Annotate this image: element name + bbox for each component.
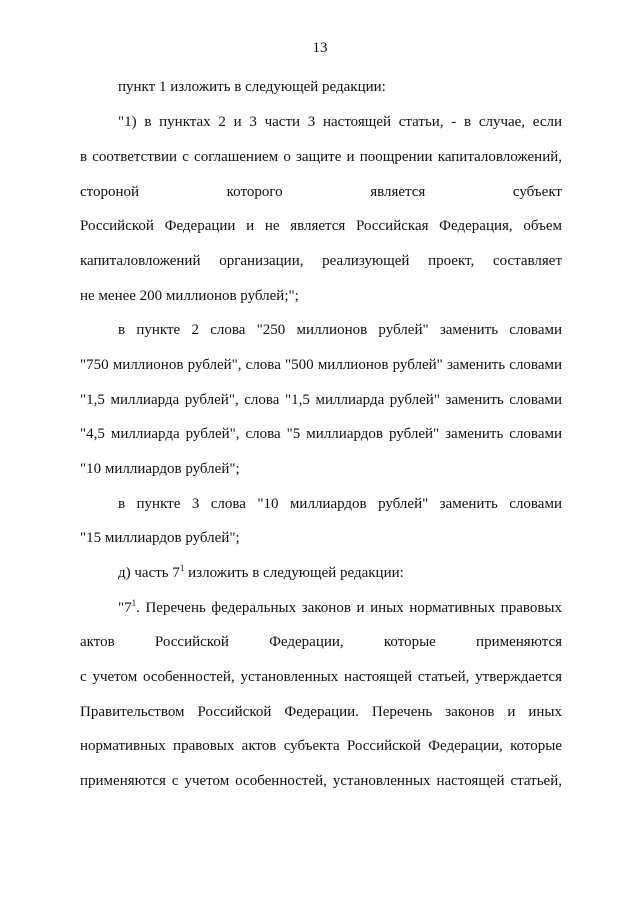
text-fragment: д) часть 7 bbox=[118, 565, 180, 581]
text-line: пункт 1 изложить в следующей редакции: bbox=[118, 79, 386, 95]
text-line: "10 миллиардов рублей"; bbox=[80, 461, 240, 477]
text-line: в пункте 2 слова "250 миллионов рублей" заменить словами bbox=[118, 322, 562, 338]
text-line: стороной которого является субъект bbox=[80, 184, 562, 200]
text-line: актов Российской Федерации, которые применяются bbox=[80, 634, 562, 650]
text-line: "750 миллионов рублей", слова "500 миллионов рублей" заменить словами bbox=[80, 357, 562, 373]
text-line: в соответствии с соглашением о защите и поощрении капиталовложений, bbox=[80, 149, 562, 165]
text-line: не менее 200 миллионов рублей;"; bbox=[80, 288, 299, 304]
text-line bbox=[118, 563, 562, 583]
text-fragment: "7 bbox=[118, 600, 132, 616]
superscript: 1 bbox=[131, 598, 137, 608]
text-line: Правительством Российской Федерации. Перечень законов и иных bbox=[80, 704, 562, 720]
page-number: 13 bbox=[312, 40, 328, 56]
text-line: в пункте 3 слова "10 миллиардов рублей" заменить словами bbox=[118, 496, 562, 512]
text-line: применяются с учетом особенностей, установленных настоящей статьей, bbox=[80, 773, 562, 789]
superscript: 1 bbox=[179, 563, 185, 573]
text-line: капиталовложений организации, реализующей проект, составляет bbox=[80, 253, 562, 269]
text-line: Российской Федерации и не является Российская Федерация, объем bbox=[80, 218, 562, 234]
text-line: "15 миллиардов рублей"; bbox=[80, 530, 240, 546]
text-line bbox=[118, 598, 562, 618]
text-line: с учетом особенностей, установленных настоящей статьей, утверждается bbox=[80, 669, 562, 685]
text-line: "1) в пунктах 2 и 3 части 3 настоящей статьи, - в случае, если bbox=[118, 114, 562, 130]
text-fragment: изложить в следующей редакции: bbox=[184, 565, 404, 581]
text-line: "1,5 миллиарда рублей", слова "1,5 миллиарда рублей" заменить словами bbox=[80, 392, 562, 408]
text-fragment: . Перечень федеральных законов и иных нормативных правовых bbox=[136, 600, 562, 616]
text-line: "4,5 миллиарда рублей", слова "5 миллиардов рублей" заменить словами bbox=[80, 426, 562, 442]
text-line: нормативных правовых актов субъекта Российской Федерации, которые bbox=[80, 738, 562, 754]
